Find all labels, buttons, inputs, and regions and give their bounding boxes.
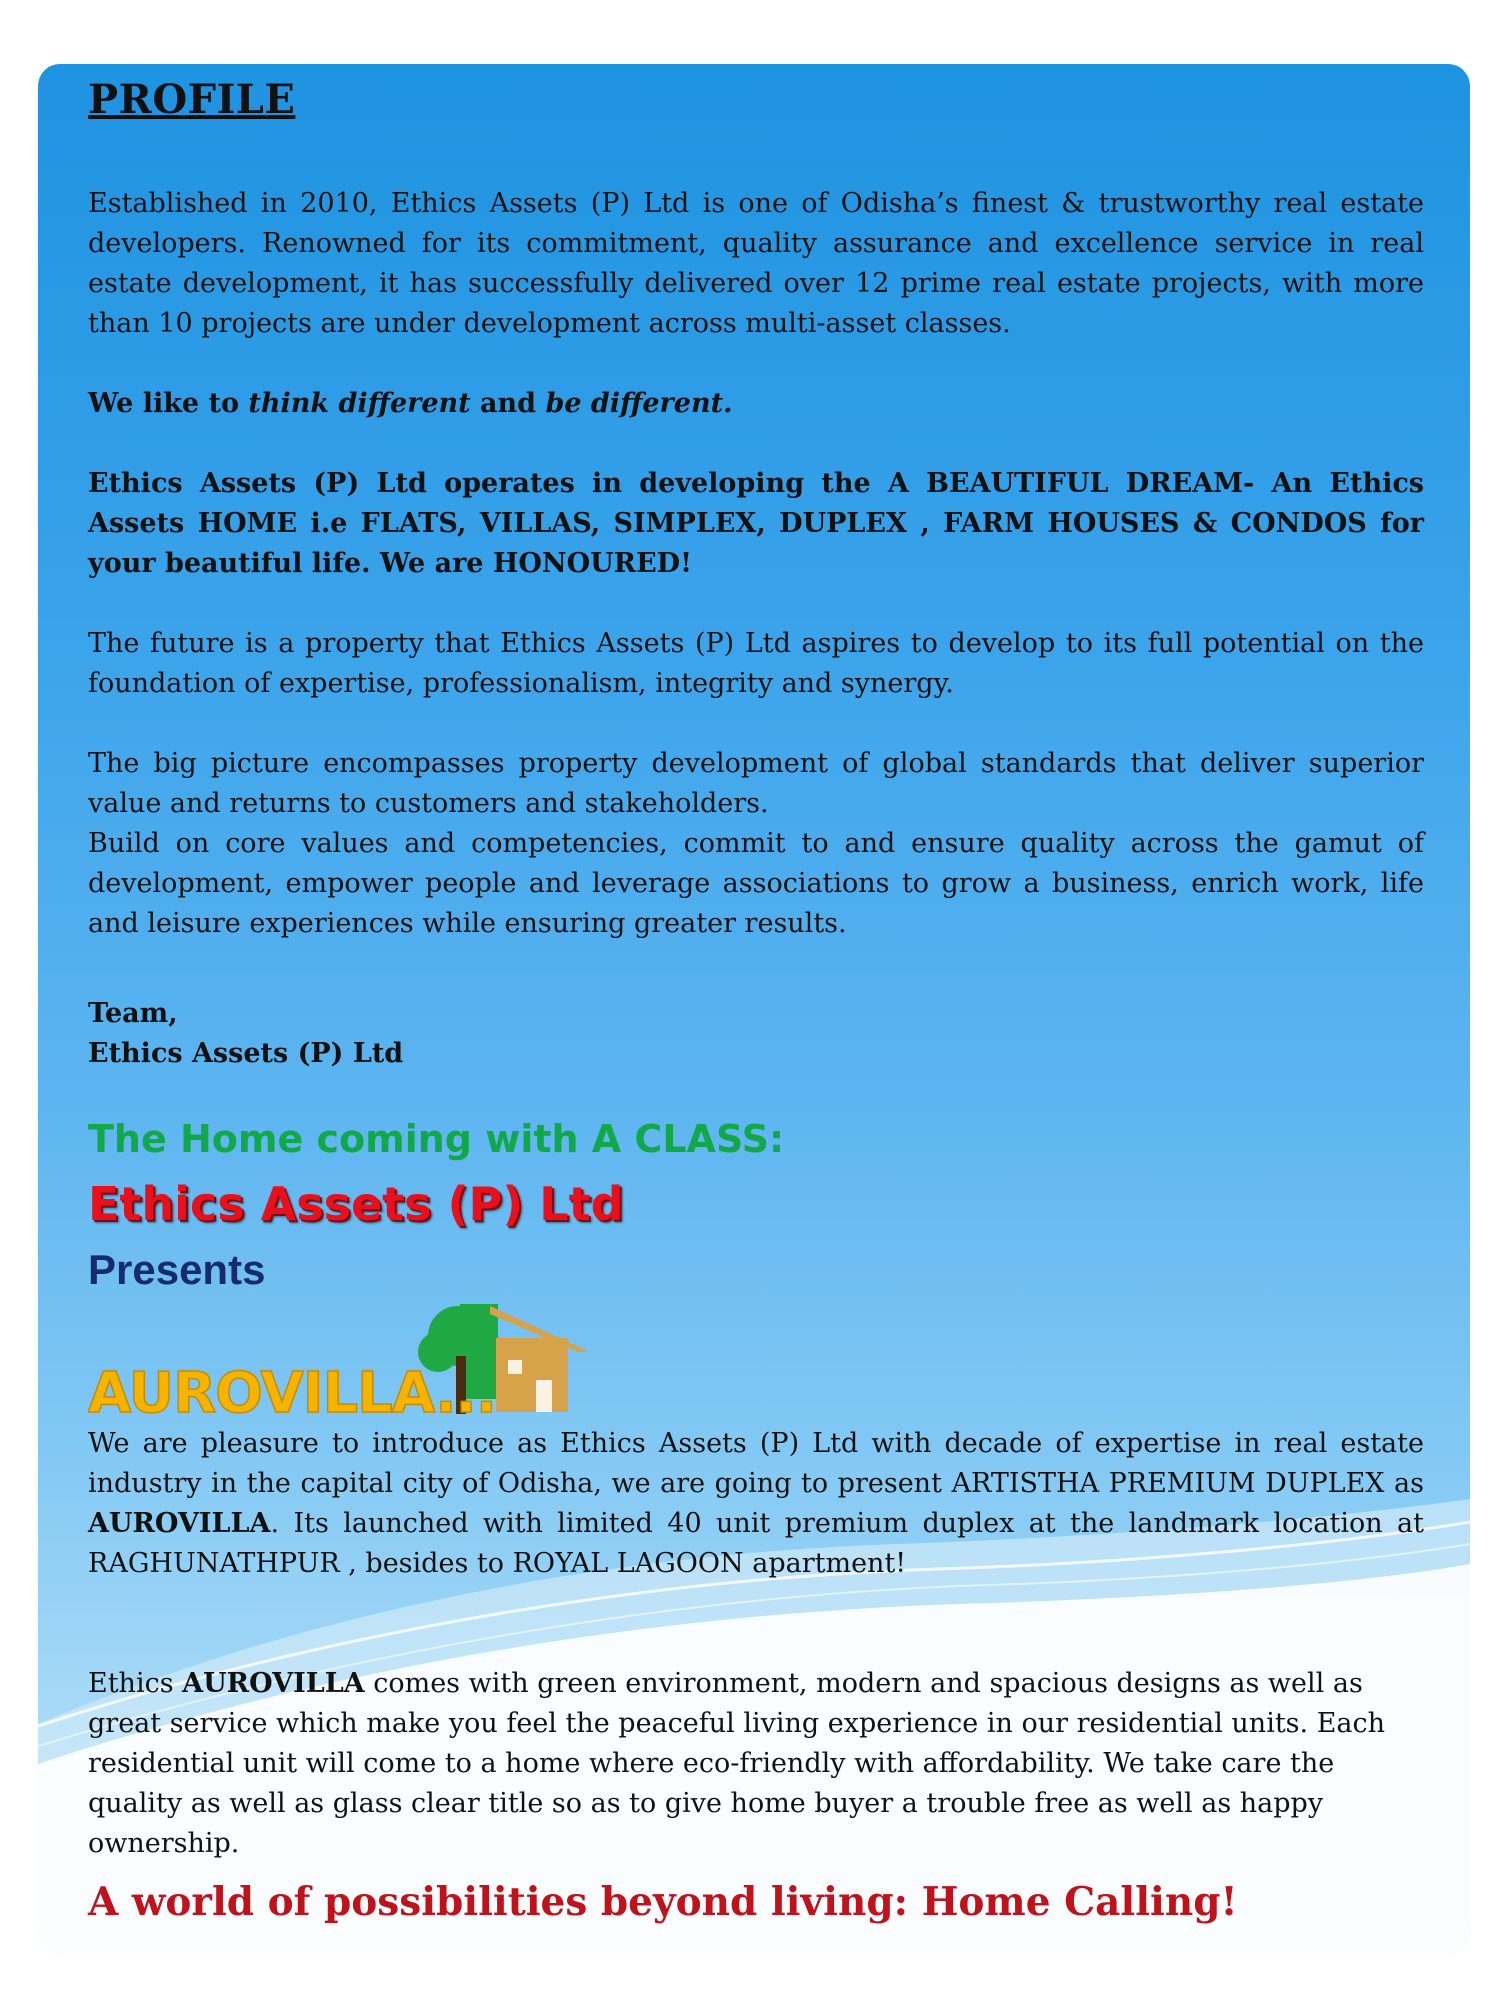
aurovilla-features-paragraph — [88, 1664, 1424, 1864]
sign-company: Ethics Assets (P) Ltd — [88, 1038, 404, 1069]
features-part1: Ethics — [88, 1668, 183, 1699]
motto-italic-be: be different. — [545, 388, 733, 419]
features-part2: comes with green environment, modern and spacious designs as well as great service which make you feel the peaceful living experience in our residential units. Each residential unit will come to a home where eco-friendly with affordability. We take care the quality as well as glass clear title so as to give home buyer a trouble free as well as happy ownership. — [88, 1668, 1386, 1859]
future-paragraph: The future is a property that Ethics Assets (P) Ltd aspires to develop to its full potential on the foundation of expertise, professionalism, integrity and synergy. — [88, 628, 1424, 699]
aurovilla-logo — [88, 1304, 588, 1424]
aurovilla-logo-text: AUROVILLA... — [88, 1361, 497, 1424]
aurovilla-intro-part1: We are pleasure to introduce as Ethics Assets (P) Ltd with decade of expertise in real estate industry in the capital city of Odisha, we are going to present ARTISTHA PREMIUM DUPLEX as — [88, 1428, 1424, 1499]
motto-line — [88, 384, 1424, 424]
aurovilla-intro-part2: . Its launched with limited 40 unit premium duplex at the landmark location at RAGHUNATHPUR , besides to ROYAL LAGOON apartment! — [88, 1508, 1424, 1579]
sign-team: Team, — [88, 998, 178, 1029]
build-paragraph: Build on core values and competencies, commit to and ensure quality across the gamut of development, empower people and leverage associations to grow a business, enrich work, life and leisure experiences while ensuring greater results. — [88, 828, 1424, 939]
intro-paragraph: Established in 2010, Ethics Assets (P) Ltd is one of Odisha’s finest & trustworthy real estate developers. Renowned for its commitment, quality assurance and excellence service in real estate development, it has successfully delivered over 12 prime real estate projects, with more than 10 projects are under development across multi-asset classes. — [88, 188, 1424, 339]
motto-mid: and — [470, 388, 546, 419]
closing-slogan: A world of possibilities beyond living: Home Calling! — [88, 1879, 1238, 1925]
operations-paragraph: Ethics Assets (P) Ltd operates in developing the A BEAUTIFUL DREAM- An Ethics Assets HOME i.e FLATS, VILLAS, SIMPLEX, DUPLEX , FARM HOUSES & CONDOS for your beautiful life. We are HONOURED! — [88, 468, 1424, 579]
motto-prefix: We like to — [88, 388, 249, 419]
presents-label: Presents — [88, 1246, 266, 1293]
home-coming-tagline: The Home coming with A CLASS: — [88, 1117, 785, 1161]
features-bold: AUROVILLA — [182, 1668, 365, 1699]
company-name-heading: Ethics Assets (P) Ltd — [88, 1177, 624, 1231]
profile-title: PROFILE — [88, 76, 296, 123]
aurovilla-intro-paragraph — [88, 1424, 1424, 1584]
aurovilla-intro-bold: AUROVILLA — [88, 1508, 271, 1539]
motto-italic-think: think different — [248, 388, 471, 419]
page-panel — [38, 64, 1470, 1954]
big-picture-paragraph: The big picture encompasses property development of global standards that deliver superior value and returns to customers and stakeholders. — [88, 748, 1424, 819]
